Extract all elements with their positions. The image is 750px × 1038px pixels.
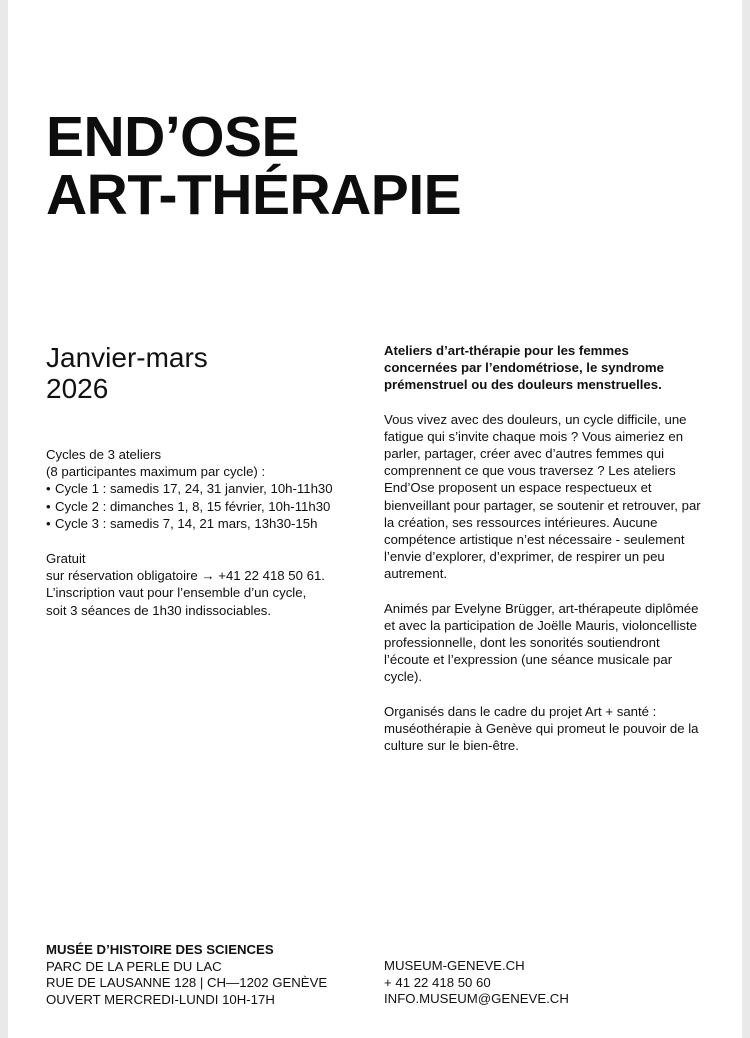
description-paragraph: Animés par Evelyne Brügger, art-thérapeute diplômée et avec la participation de Joëlle Mauris, violoncelliste professionnelle, dont les sonorités soutiendront l’écoute et l’expression (une séance musicale par cycle). <box>384 600 699 685</box>
cycle-item-text: Cycle 2 : dimanches 1, 8, 15 février, 10h-11h30 <box>55 498 331 514</box>
museum-address: RUE DE LAUSANNE 128 | CH—1202 GENÈVE <box>46 975 328 990</box>
description-paragraph: Vous vivez avec des douleurs, un cycle difficile, une fatigue qui s’invite chaque mois ? Vous aimeriez en parler, partager, créer avec d’autres femmes qui comprennent ce que vous traversez ? Les ateliers End’Ose proposent un espace respectueux et bienveillant pour partager, se soutenir et retrouver, par la création, ses ressources intérieures. Aucune compétence artistique n’est nécessaire - seulement l’envie d’explorer, d’exprimer, de respirer un peu autrement. <box>384 411 701 582</box>
bullet-icon: • <box>46 481 51 497</box>
price-label: Gratuit <box>46 551 86 567</box>
cycle-list <box>46 480 356 532</box>
flyer-page <box>8 0 742 1038</box>
cycles-heading: Cycles de 3 ateliers <box>46 447 162 462</box>
museum-name: MUSÉE D’HISTOIRE DES SCIENCES <box>46 942 274 957</box>
schedule-column <box>46 342 356 619</box>
cycles-capacity-note: (8 participantes maximum par cycle) : <box>46 464 266 480</box>
period-year: 2026 <box>46 373 109 404</box>
museum-hours: OUVERT MERCREDI-LUNDI 10H-17H <box>46 991 275 1007</box>
cycle-item <box>46 498 356 515</box>
registration-note: L’inscription vaut pour l’ensemble d’un cycle, <box>46 585 307 601</box>
description-column <box>384 342 704 771</box>
phone-link[interactable]: + 41 22 418 50 60 <box>384 974 491 990</box>
footer-contact <box>384 958 569 1008</box>
cycle-item <box>46 515 356 532</box>
cycle-item-text: Cycle 3 : samedis 7, 14, 21 mars, 13h30-15h <box>55 515 318 531</box>
title-line-2: ART-THÉRAPIE <box>46 163 462 227</box>
cycle-item-text: Cycle 1 : samedis 17, 24, 31 janvier, 10h-11h30 <box>55 481 333 497</box>
title-line-1: END’OSE <box>46 105 300 169</box>
bullet-icon: • <box>46 498 51 514</box>
museum-location: PARC DE LA PERLE DU LAC <box>46 958 222 974</box>
description-paragraph: Organisés dans le cadre du projet Art + santé : muséothérapie à Genève qui promeut le pouvoir de la culture sur le bien-être. <box>384 703 699 754</box>
cycles-section <box>46 446 356 532</box>
page-title <box>46 105 462 227</box>
website-link[interactable]: MUSEUM-GENEVE.CH <box>384 958 525 973</box>
bullet-icon: • <box>46 515 51 531</box>
pricing-section <box>46 550 356 619</box>
reservation-phone: sur réservation obligatoire → +41 22 418 50 61. <box>46 568 325 584</box>
sessions-note: soit 3 séances de 1h30 indissociables. <box>46 602 272 618</box>
email-link[interactable]: INFO.MUSEUM@GENEVE.CH <box>384 991 569 1006</box>
footer-address <box>46 942 327 1008</box>
period-heading <box>46 342 356 404</box>
description-intro: Ateliers d’art-thérapie pour les femmes concernées par l’endométriose, le syndrome prémenstruel ou des douleurs menstruelles. <box>384 343 664 393</box>
cycle-item <box>46 480 356 497</box>
period-months: Janvier-mars <box>46 342 208 373</box>
